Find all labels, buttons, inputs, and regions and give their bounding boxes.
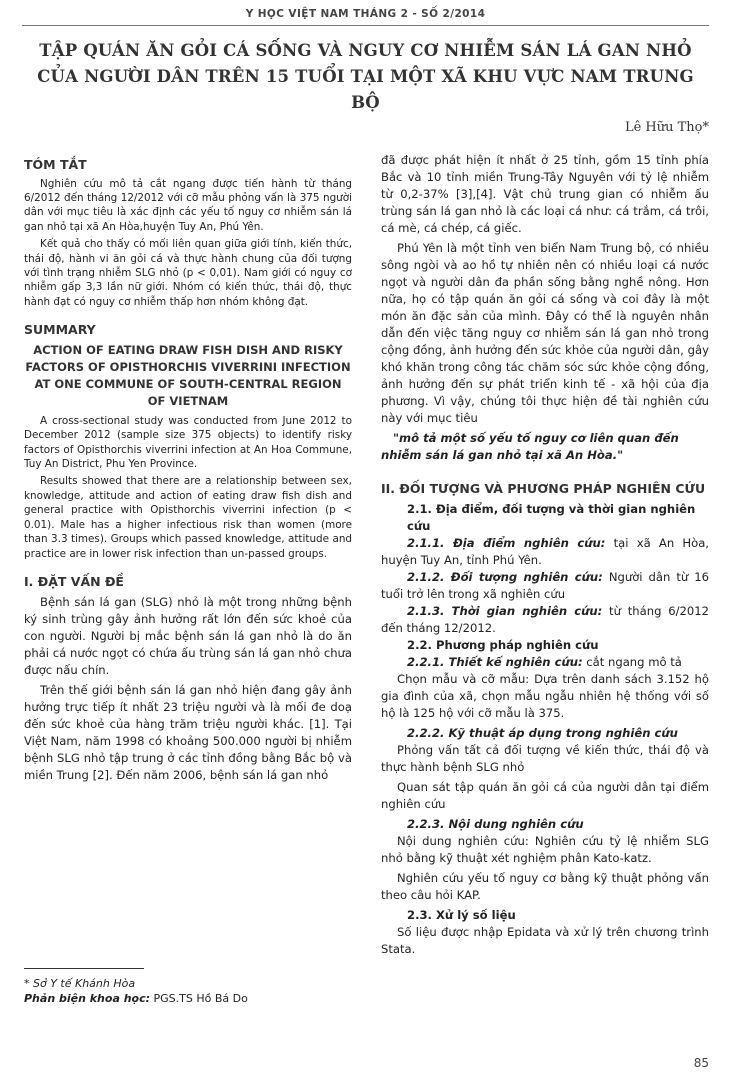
subsection-2-2-2-label: 2.2.2. Kỹ thuật áp dụng trong nghiên cứu xyxy=(407,725,678,740)
subsection-2-2-1-label: 2.2.1. Thiết kế nghiên cứu: xyxy=(407,654,583,669)
subsection-2-1-3 xyxy=(381,603,709,637)
subsection-2-2-2 xyxy=(381,725,709,742)
title-line-2: CỦA NGƯỜI DÂN TRÊN 15 TUỔI TẠI MỘT XÃ KHU VỰC NAM TRUNG BỘ xyxy=(37,67,694,112)
section1-heading: I. ĐẶT VẤN ĐỀ xyxy=(24,573,124,589)
subsection-2-2-1 xyxy=(381,654,709,671)
research-objective: "mô tả một số yếu tố nguy cơ liên quan đến nhiễm sán lá gan nhỏ tại xã An Hòa." xyxy=(381,431,679,462)
subsection-2-2: 2.2. Phương pháp nghiên cứu xyxy=(407,637,599,652)
subsection-2-1-2 xyxy=(381,569,709,603)
subsection-2-1-3-label: 2.1.3. Thời gian nghiên cứu: xyxy=(407,603,603,618)
running-head: Y HỌC VIỆT NAM THÁNG 2 - SỐ 2/2014 xyxy=(245,8,486,20)
subsection-2-1-2-text: Người dân từ 16 tuổi trở lên trong xã nghiên cứu xyxy=(381,569,709,601)
risk-factor-paragraph: Nghiên cứu yếu tố nguy cơ bằng kỹ thuật phỏng vấn theo câu hỏi KAP. xyxy=(381,870,709,902)
subsection-2-2-3-label: 2.2.3. Nội dung nghiên cứu xyxy=(407,816,584,831)
section1-paragraph-2-continued: đã được phát hiện ít nhất ở 25 tỉnh, gồm 15 tỉnh phía Bắc và 10 tỉnh miền Trung-Tây Nguyên với tỷ lệ nhiễm từ 0,2-37% [3],[4]. Vật chủ trung gian có nhiễm ấu trùng sán lá gan nhỏ là các loại cá như: cá trắm, cá trôi, cá mè, cá chép, cá giếc. xyxy=(381,153,709,235)
footnote-affiliation: * Sở Y tế Khánh Hòa xyxy=(24,977,136,990)
tomtat-paragraph-2: Kết quả cho thấy có mối liên quan giữa giới tính, kiến thức, thái độ, hành vi ăn gỏi cá và thực hành chung của đối tượng với tình trạng nhiễm SLG nhỏ (p < 0,01). Nam giới có nguy cơ nhiễm gấp 3,3 lần nữ giới. Nhóm có kiến thức, thái độ, thực hành đạt có nguy cơ nhiễm thấp hơn nhóm không đạt. xyxy=(24,238,352,308)
subsection-2-1: 2.1. Địa điểm, đối tượng và thời gian nghiên cứu xyxy=(407,501,696,533)
subsection-2-1-3-text: từ tháng 6/2012 đến tháng 12/2012. xyxy=(381,603,709,635)
sampling-paragraph: Chọn mẫu và cỡ mẫu: Dựa trên danh sách 3.152 hộ gia đình của xã, chọn mẫu ngẫu nhiên hệ thống với số hộ là 125 hộ với cỡ mẫu là 375. xyxy=(381,671,709,720)
tomtat-paragraph-1: Nghiên cứu mô tả cắt ngang được tiến hành từ tháng 6/2012 đến tháng 12/2012 với cỡ mẫu phỏng vấn là 375 người dân với mục tiêu là xác định các yếu tố nguy cơ nhiễm sán lá gan nhỏ tại xã An Hòa,huyện Tuy An, Phú Yên. xyxy=(24,177,352,233)
content-paragraph: Nội dung nghiên cứu: Nghiên cứu tỷ lệ nhiễm SLG nhỏ bằng kỹ thuật xét nghiệm phân Kato-katz. xyxy=(381,833,709,865)
header-rule xyxy=(22,25,709,26)
subsection-2-1-1-text: tại xã An Hòa, huyện Tuy An, tỉnh Phú Yên. xyxy=(381,535,709,567)
footnotes xyxy=(24,976,352,1006)
subsection-2-3: 2.3. Xử lý số liệu xyxy=(407,907,516,922)
footnote-reviewer xyxy=(24,991,352,1006)
data-processing-paragraph: Số liệu được nhập Epidata và xử lý trên chương trình Stata. xyxy=(381,924,709,956)
reviewer-name: PGS.TS Hồ Bá Do xyxy=(150,992,248,1005)
tomtat-heading: TÓM TẮT xyxy=(24,157,87,172)
footnote-rule xyxy=(24,968,144,969)
reviewer-label: Phản biện khoa học: xyxy=(24,992,151,1005)
subsection-2-1-1 xyxy=(381,535,709,569)
article-title xyxy=(20,38,711,116)
left-column xyxy=(24,152,352,787)
observation-paragraph: Quan sát tập quán ăn gỏi cá của người dân tại điểm nghiên cứu xyxy=(381,779,709,811)
section1-paragraph-3: Phú Yên là một tỉnh ven biển Nam Trung bộ, có nhiều sông ngòi và ao hồ tự nhiên nên có nhiều loại cá nước ngọt và người dân đa phần sống bằng nghề nông. Hơn nữa, họ có tập quán ăn gỏi cá sống và coi đây là một món ăn đặc sản của mình. Đây có thể là nguyên nhân dẫn đến việc tăng nguy cơ nhiễm sán lá gan nhỏ trong cộng đồng, ảnh hưởng đến sức khỏe của người dân, gây khó khăn trong công tác chăm sóc sức khỏe cộng đồng, ảnh hưởng đến sự phát triển kinh tế - xã hội của địa phương. Vì vậy, chúng tôi thực hiện đề tài nghiên cứu này với mục tiêu xyxy=(381,241,709,425)
interview-paragraph: Phỏng vấn tất cả đối tượng về kiến thức, thái độ và thực hành bệnh SLG nhỏ xyxy=(381,742,709,774)
summary-paragraph-2: Results showed that there are a relationship between sex, knowledge, attitude and action of eating draw fish dish and general practice with Opisthorchis viverrini infection (p < 0.01). Male has a higher infectious risk than women (more than 3.3 times). Groups which passed knowledge, attitude and practice are in lower risk infection than un-passed groups. xyxy=(24,475,352,560)
summary-heading: SUMMARY xyxy=(24,322,96,338)
subsection-2-2-1-text: cắt ngang mô tả xyxy=(582,654,682,669)
page-number: 85 xyxy=(693,1056,709,1070)
subsection-2-2-3 xyxy=(381,816,709,833)
summary-title: ACTION OF EATING DRAW FISH DISH AND RISKY FACTORS OF OPISTHORCHIS VIVERRINI INFECTION AT ONE COMMUNE OF SOUTH-CENTRAL REGION OF VIETNAM xyxy=(25,342,351,408)
subsection-2-1-1-label: 2.1.1. Địa điểm nghiên cứu: xyxy=(407,535,606,550)
title-line-1: TẬP QUÁN ĂN GỎI CÁ SỐNG VÀ NGUY CƠ NHIỄM SÁN LÁ GAN NHỎ xyxy=(39,41,692,60)
author: Lê Hữu Thọ* xyxy=(624,120,709,135)
right-column xyxy=(381,152,709,961)
section1-paragraph-2: Trên thế giới bệnh sán lá gan nhỏ hiện đang gây ảnh hưởng trực tiếp ít nhất 23 triệu người và là mối đe doạ đến sức khoẻ của hàng trăm triệu người khác. [1]. Tại Việt Nam, năm 1998 có khoảng 500.000 người bị nhiễm bệnh SLG nhỏ tập trung ở các tỉnh đồng bằng Bắc bộ và miền Trung [2]. Đến năm 2006, bệnh sán lá gan nhỏ xyxy=(24,682,352,782)
summary-paragraph-1: A cross-sectional study was conducted from June 2012 to December 2012 (sample size 375 objects) to identify risky factors of Opisthorchis viverrini infection at An Hoa Commune, Tuy An District, Phu Yen Province. xyxy=(24,414,352,471)
subsection-2-1-2-label: 2.1.2. Đối tượng nghiên cứu: xyxy=(407,569,603,584)
section2-heading: II. ĐỐI TƯỢNG VÀ PHƯƠNG PHÁP NGHIÊN CỨU xyxy=(381,481,706,496)
section1-paragraph-1: Bệnh sán lá gan (SLG) nhỏ là một trong những bệnh ký sinh trùng gây ảnh hưởng rất lớn đến sức khoẻ của con người. Người bị mắc bệnh sán lá gan nhỏ là do ăn phải cá nước ngọt có chứa ấu trùng sán lá gan nhỏ chưa được nấu chín. xyxy=(24,594,352,677)
